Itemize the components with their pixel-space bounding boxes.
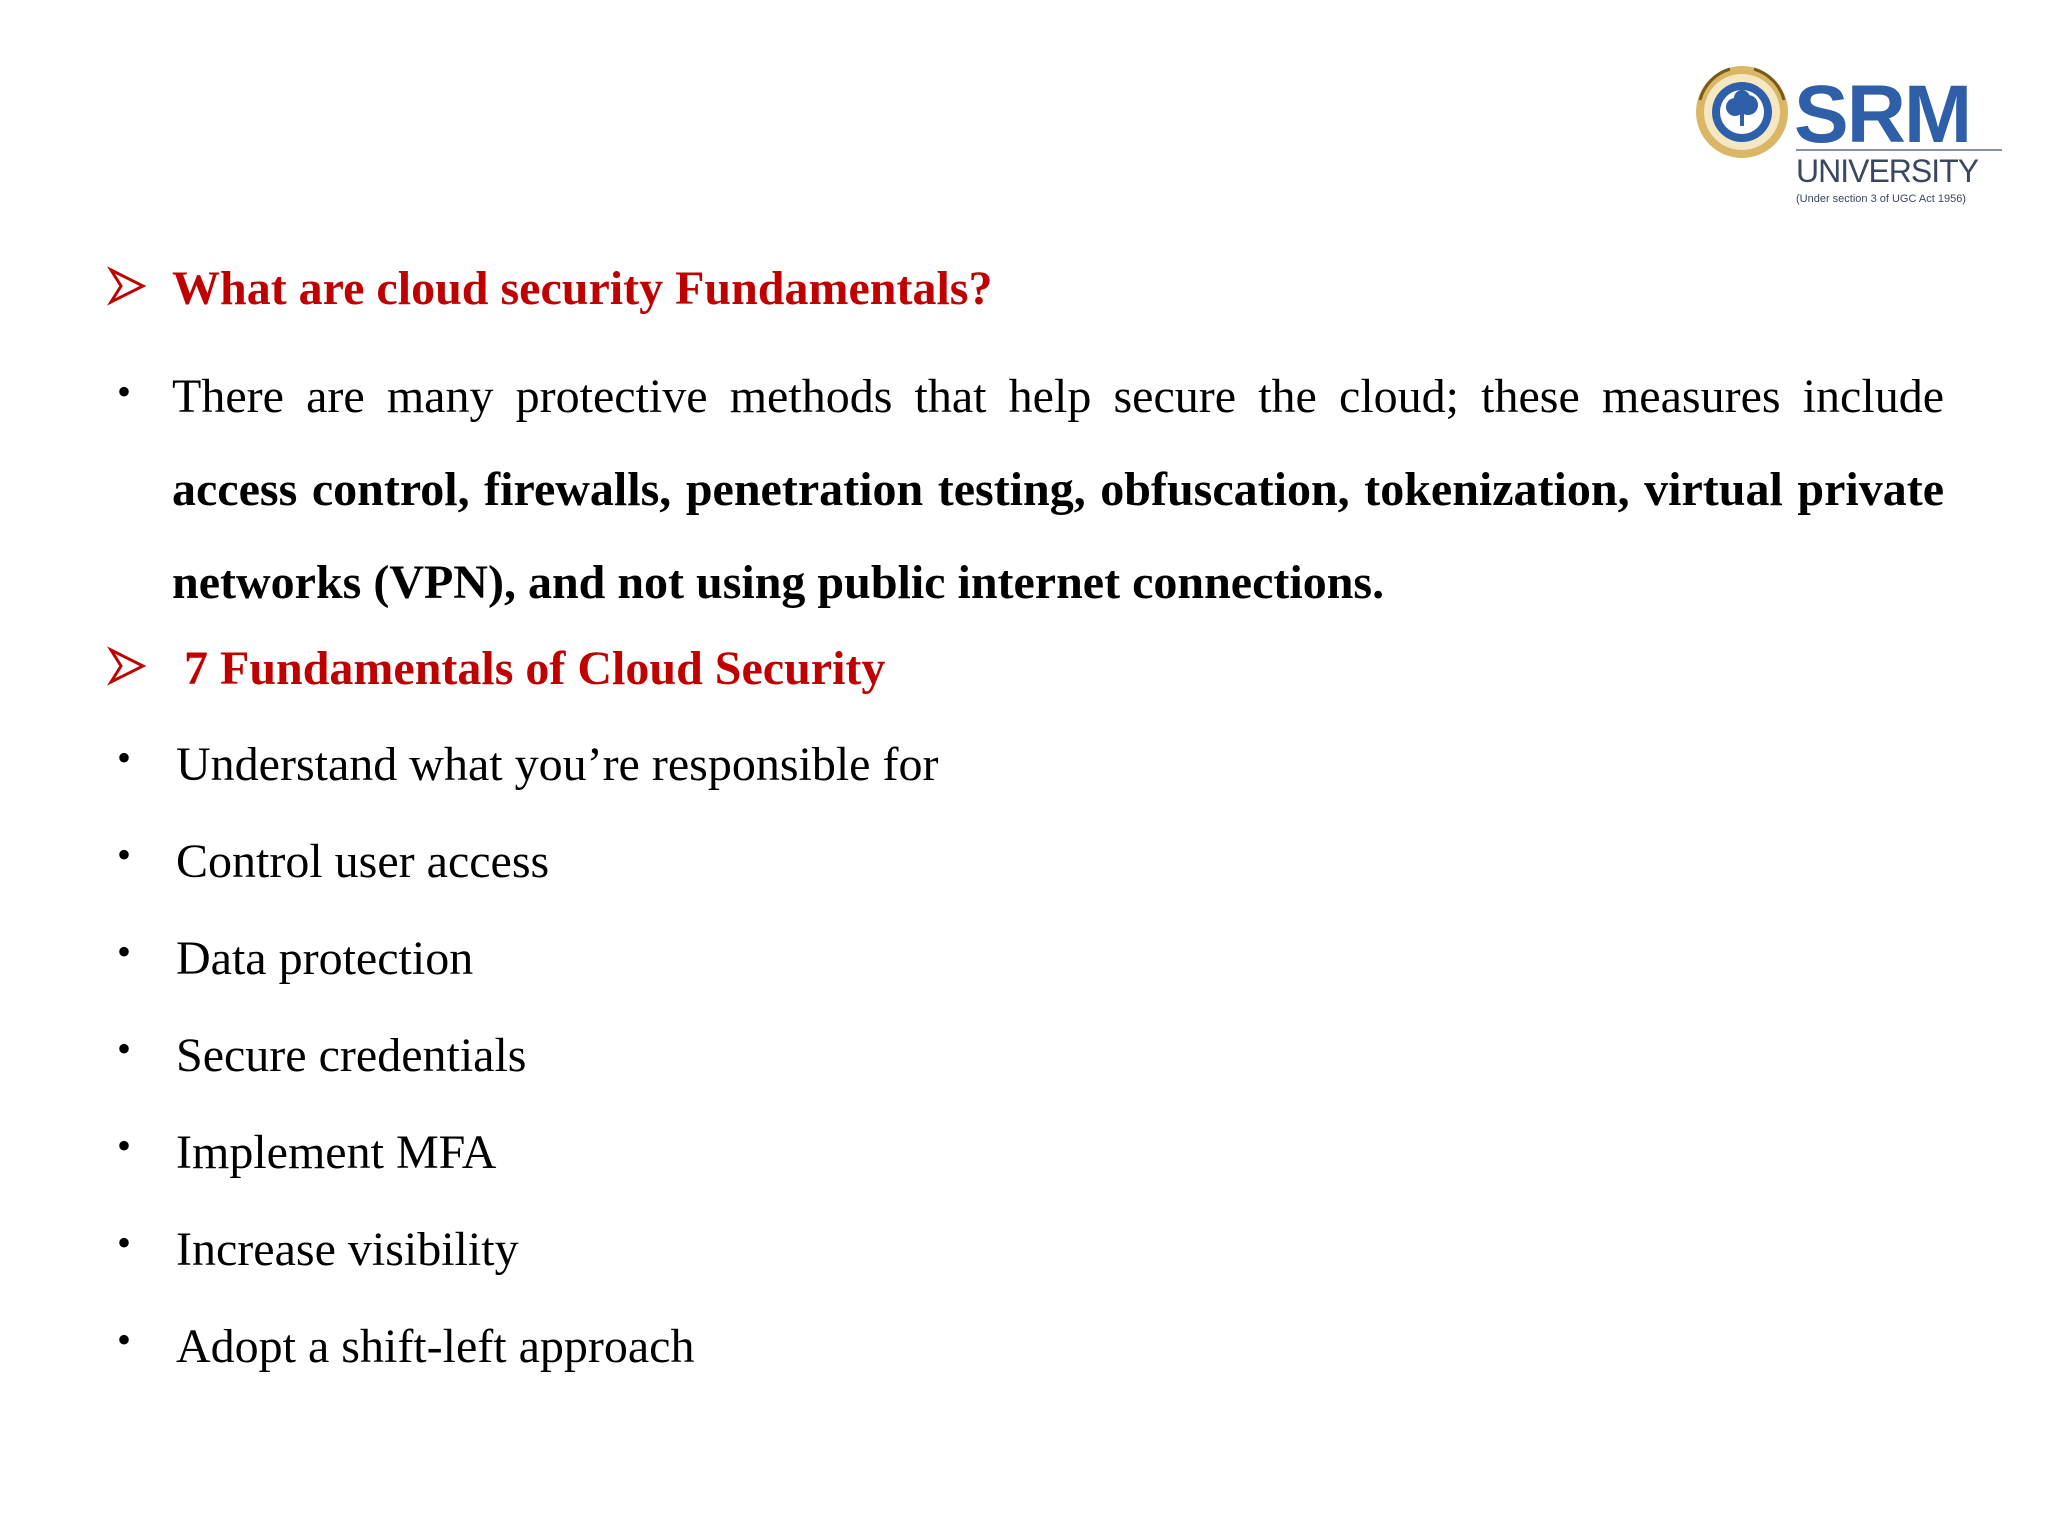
section1-heading: What are cloud security Fundamentals?: [172, 262, 993, 315]
arrow-bullet-icon: [104, 266, 150, 306]
bullet-icon: •: [116, 832, 131, 877]
bullet-icon: •: [116, 1317, 131, 1362]
bullet-icon: •: [116, 1220, 131, 1265]
bullet-icon: •: [116, 1026, 131, 1071]
list-item-text: Implement MFA: [176, 1126, 497, 1179]
paragraph-bold-text: access control, firewalls, penetration testing, obfuscation, tokenization, virtual private networks (VPN), and not using public internet connections.: [172, 463, 1944, 609]
section1-paragraph: [172, 350, 1944, 629]
list-item-text: Adopt a shift-left approach: [176, 1320, 695, 1373]
bullet-icon: •: [116, 1123, 131, 1168]
bullet-icon: •: [116, 735, 131, 780]
list-item-text: Understand what you’re responsible for: [176, 738, 939, 791]
svg-text:(Under section 3 of UGC Act 19: (Under section 3 of UGC Act 1956): [1796, 193, 1966, 205]
list-item-text: Secure credentials: [176, 1029, 527, 1082]
list-item-text: Control user access: [176, 835, 550, 888]
list-item-text: Increase visibility: [176, 1223, 519, 1276]
paragraph-intro-text: There are many protective methods that help secure the cloud; these measures include: [172, 370, 1944, 423]
bullet-icon: •: [116, 369, 131, 414]
list-item-text: Data protection: [176, 932, 474, 985]
svg-text:SRM: SRM: [1794, 69, 1971, 160]
svg-text:UNIVERSITY: UNIVERSITY: [1796, 153, 1979, 189]
arrow-bullet-icon: [104, 646, 150, 686]
bullet-icon: •: [116, 929, 131, 974]
section2-heading: 7 Fundamentals of Cloud Security: [184, 642, 886, 695]
